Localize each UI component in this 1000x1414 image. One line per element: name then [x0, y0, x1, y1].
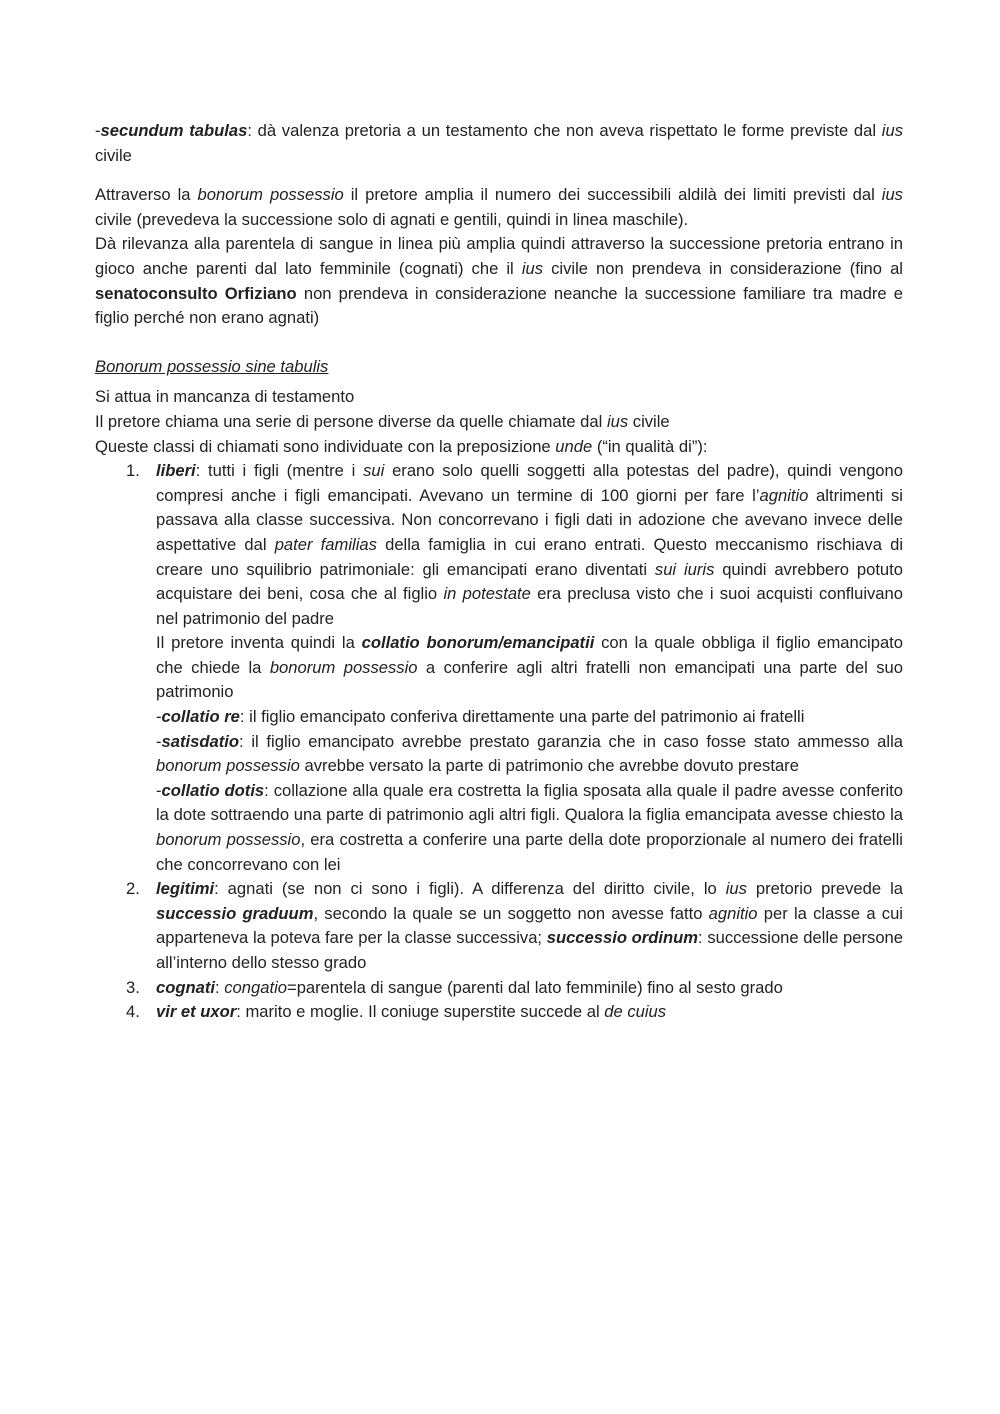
term-vir-et-uxor: vir et uxor	[156, 1002, 237, 1022]
term-cognati: cognati	[156, 977, 216, 997]
term-collatio-bonorum: collatio bonorum/emancipatii	[361, 633, 595, 653]
term-successio-graduum: successio graduum	[156, 903, 314, 923]
paragraph-collatio-dotis: -collatio dotis: collazione alla quale era costretta la figlia sposata alla quale il padre avesse conferito la dote sottraendo una parte di patrimonio agli altri figli. Qualora la figlia emancipata avesse chiesto la bonorum possessio, era costretta a conferire una parte della dote proporzionale al numero dei fratelli che concorrevano con lei	[156, 780, 903, 874]
line-classi-chiamati: Queste classi di chiamati sono individuate con la preposizione unde (“in qualità di”):	[95, 436, 708, 456]
paragraph-parentela: Dà rilevanza alla parentela di sangue in linea più amplia quindi attraverso la successione pretoria entrano in gioco anche parenti dal lato femminile (cognati) che il ius civile non prendeva in considerazione (fino al senatoconsulto Orfiziano non prendeva in considerazione neanche la successione familiare tra madre e figlio perché non erano agnati)	[95, 234, 903, 328]
term-secundum-tabulas: secundum tabulas	[100, 121, 248, 140]
paragraph-collatio-re: -collatio re: il figlio emancipato conferiva direttamente una parte del patrimonio ai fratelli	[156, 707, 805, 727]
list-item-vir-et-uxor: 4. vir et uxor: marito e moglie. Il coniuge superstite succede al de cuius	[126, 1002, 667, 1022]
paragraph-satisdatio: -satisdatio: il figlio emancipato avrebbe prestato garanzia che in caso fosse stato ammesso alla bonorum possessio avrebbe versato la parte di patrimonio che avrebbe dovuto prestare	[156, 731, 903, 776]
term-legitimi: legitimi	[156, 879, 215, 899]
paragraph-secundum-tabulas: -secundum tabulas: dà valenza pretoria a un testamento che non aveva rispettato le forme previste dal ius civile	[95, 121, 903, 165]
document-page	[95, 119, 903, 1025]
term-senatoconsulto: senatoconsulto Orfiziano	[95, 283, 297, 303]
term-satisdatio: satisdatio	[161, 731, 239, 751]
list-item-cognati: 3. cognati: congatio=parentela di sangue (parenti dal lato femminile) fino al sesto grado	[126, 977, 783, 997]
list-item-legitimi: 2. legitimi: agnati (se non ci sono i figli). A differenza del diritto civile, lo ius pretorio prevede la successio graduum, secondo la quale se un soggetto non avesse fatto agnitio per la classe a cui apparteneva la poteva fare per la classe successiva; successio ordinum: successione delle persone all’interno dello stesso grado	[126, 879, 904, 972]
classes-list	[95, 459, 903, 1025]
paragraph-collatio: Il pretore inventa quindi la collatio bonorum/emancipatii con la quale obbliga il figlio emancipato che chiede la bonorum possessio a conferire agli altri fratelli non emancipati una parte del suo patrimonio	[156, 633, 904, 702]
line-pretore-chiama: Il pretore chiama una serie di persone diverse da quelle chiamate dal ius civile	[95, 411, 670, 431]
term-successio-ordinum: successio ordinum	[546, 928, 699, 948]
line-mancanza-testamento: Si attua in mancanza di testamento	[95, 387, 355, 407]
term-liberi: liberi	[156, 461, 196, 481]
section-heading: Bonorum possessio sine tabulis	[95, 356, 329, 376]
term-collatio-dotis: collatio dotis	[161, 780, 265, 800]
list-item-liberi: 1. liberi: tutti i figli (mentre i sui erano solo quelli soggetti alla potestas del padre), quindi vengono compresi anche i figli emancipati. Avevano un termine di 100 giorni per fare l’agnitio altrimenti si passava alla classe successiva. Non concorrevano i figli dati in adozione che avevano invece delle aspettative dal pater familias della famiglia in cui erano entrati. Questo meccanismo rischiava di creare uno squilibrio patrimoniale: gli emancipati erano diventati sui iuris quindi avrebbero potuto acquistare dei beni, cosa che al figlio in potestate era preclusa visto che i suoi acquisti confluivano nel patrimonio del padre Il pretore inventa quindi la collatio bonorum/emancipatii con la quale obbliga il figlio emancipato che chiede la bonorum possessio a conferire agli altri fratelli non emancipati una parte del suo patrimonio -collatio re: il figlio emancipato conferiva direttamente una parte del patrimonio ai fratelli -satisdatio: il figlio emancipato avrebbe prestato garanzia che in caso fosse stato ammesso alla bonorum possessio avrebbe versato la parte di patrimonio che avrebbe dovuto prestare -collatio dotis: collazione alla quale era costretta la figlia sposata alla quale il padre avesse conferito la dote sottraendo una parte di patrimonio agli altri figli. Qualora la figlia emancipata avesse chiesto la bonorum possessio, era costretta a conferire una parte della dote proporzionale al numero dei fratelli che concorrevano con lei	[95, 459, 903, 877]
term-collatio-re: collatio re	[161, 707, 240, 727]
paragraph-bonorum-possessio: Attraverso la bonorum possessio il pretore amplia il numero dei successibili aldilà dei limiti previsti dal ius civile (prevedeva la successione solo di agnati e gentili, quindi in linea maschile).	[95, 185, 903, 229]
